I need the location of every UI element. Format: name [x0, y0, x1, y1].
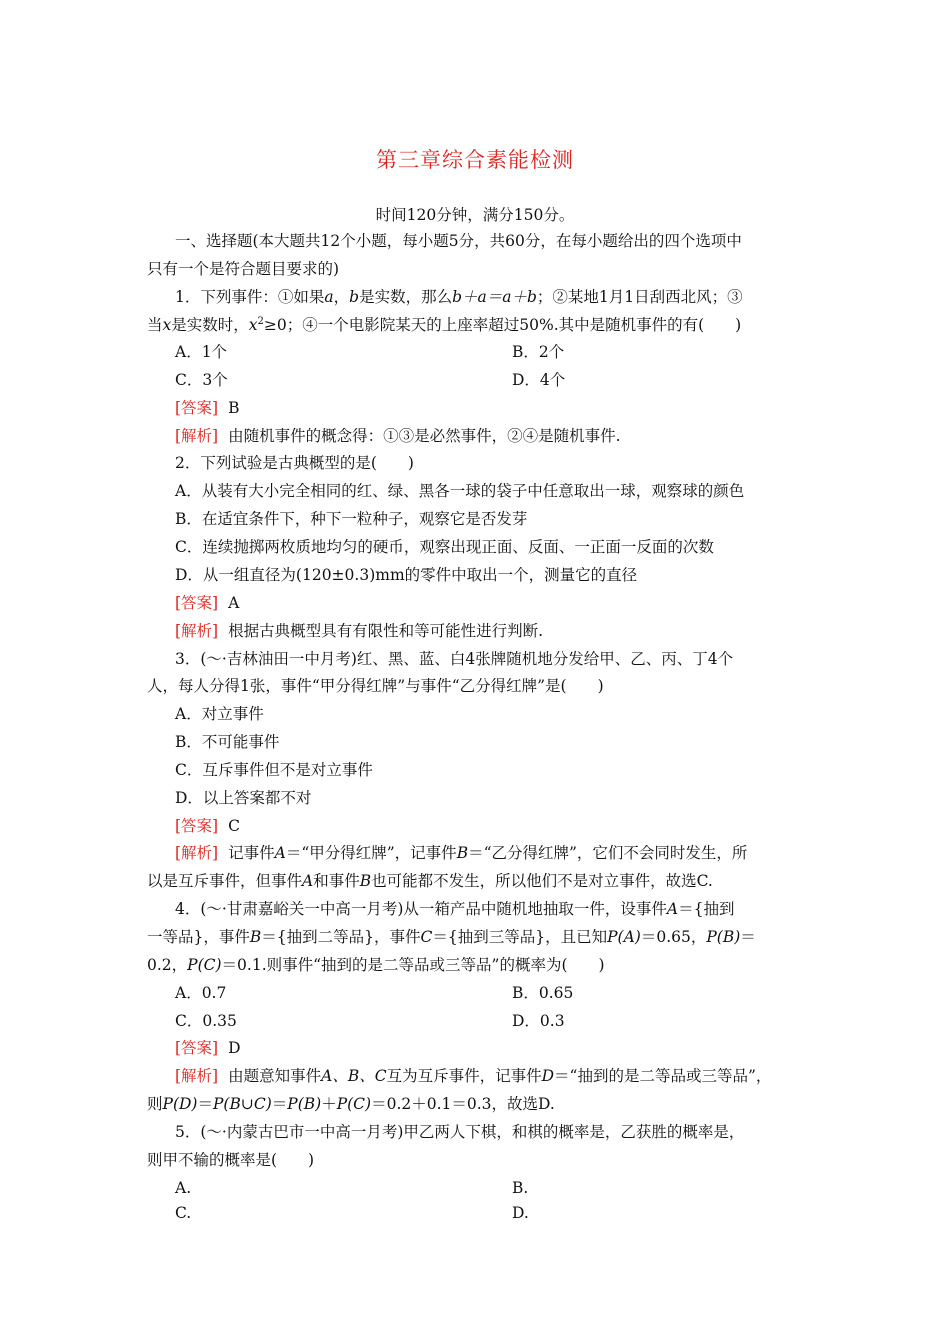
q1-stem-line1: 1．下列事件：①如果a，b是实数，那么b＋a＝a＋b；②某地1月1日刮西北风；③ — [175, 288, 743, 306]
q4-answer: [答案] D — [175, 1039, 241, 1057]
q3-stem-line2: 人，每人分得1张，事件“甲分得红牌”与事件“乙分得红牌”是( ) — [147, 677, 604, 695]
q1-option-a: A．1个 — [175, 343, 228, 361]
q3-option-b: B．不可能事件 — [175, 733, 280, 751]
q3-option-a: A．对立事件 — [175, 705, 264, 723]
q3-analysis-line2: 以是互斥事件，但事件A和事件B也可能都不发生，所以他们不是对立事件，故选C. — [147, 872, 713, 890]
q3-analysis-line1: [解析] 记事件A＝“甲分得红牌”，记事件B＝“乙分得红牌”，它们不会同时发生，所 — [175, 844, 748, 862]
section-heading: 一、选择题(本大题共12个小题，每小题5分，共60分，在每小题给出的四个选项中 — [175, 232, 742, 250]
q1-analysis: [解析] 由随机事件的概念得：①③是必然事件，②④是随机事件. — [175, 427, 621, 445]
section-heading-cont: 只有一个是符合题目要求的) — [147, 260, 340, 278]
q1-answer: [答案] B — [175, 399, 240, 417]
q4-option-b: B．0.65 — [512, 984, 574, 1002]
q3-stem-line1: 3．(～·吉林油田一中月考)红、黑、蓝、白4张牌随机地分发给甲、乙、丙、丁4个 — [175, 650, 734, 668]
q2-stem: 2．下列试验是古典概型的是( ) — [175, 454, 414, 472]
q5-stem-line1: 5．(～·内蒙古巴市一中高一月考)甲乙两人下棋，和棋的概率是，乙获胜的概率是， — [175, 1123, 745, 1141]
q3-option-c: C．互斥事件但不是对立事件 — [175, 761, 373, 779]
q5-stem-line2: 则甲不输的概率是( ) — [147, 1151, 315, 1169]
exam-time-info: 时间120分钟，满分150分。 — [375, 206, 575, 224]
q2-option-a: A．从装有大小完全相同的红、绿、黑各一球的袋子中任意取出一球，观察球的颜色 — [175, 482, 745, 500]
q3-answer: [答案] C — [175, 817, 240, 835]
q2-option-d: D．从一组直径为(120±0.3)mm的零件中取出一个，测量它的直径 — [175, 566, 638, 584]
q2-option-b: B．在适宜条件下，种下一粒种子，观察它是否发芽 — [175, 510, 528, 528]
q4-stem-line3: 0.2，P(C)＝0.1.则事件“抽到的是二等品或三等品”的概率为( ) — [147, 956, 605, 974]
q1-option-d: D．4个 — [512, 371, 566, 389]
q4-analysis-line2: 则P(D)＝P(B∪C)＝P(B)＋P(C)＝0.2＋0.1＝0.3，故选D. — [147, 1095, 555, 1113]
q4-option-c: C．0.35 — [175, 1012, 237, 1030]
q2-answer: [答案] A — [175, 594, 240, 612]
q4-option-d: D．0.3 — [512, 1012, 565, 1030]
q5-option-a: A. — [175, 1179, 192, 1197]
q1-stem-line2: 当x是实数时，$x^2\ge 0$；④一个电影院某天的上座率超过50%.其中是随机事件的有( ) — [147, 316, 742, 334]
page-title: 第三章综合素能检测 — [376, 148, 574, 172]
q5-option-b: B. — [512, 1179, 529, 1197]
q2-analysis: [解析] 根据古典概型具有有限性和等可能性进行判断. — [175, 622, 544, 640]
q2-option-c: C．连续抛掷两枚质地均匀的硬币，观察出现正面、反面、一正面一反面的次数 — [175, 538, 714, 556]
q4-stem-line2: 一等品}，事件B＝{抽到二等品}，事件C＝{抽到三等品}，且已知P(A)＝0.65，P(B)＝ — [147, 928, 756, 946]
q4-option-a: A．0.7 — [175, 984, 227, 1002]
q4-analysis-line1: [解析] 由题意知事件A、B、C互为互斥事件，记事件D＝“抽到的是二等品或三等品”， — [175, 1067, 772, 1085]
q4-stem-line1: 4．(～·甘肃嘉峪关一中高一月考)从一箱产品中随机地抽取一件，设事件A＝{抽到 — [175, 900, 735, 918]
q5-option-c: C. — [175, 1204, 192, 1222]
q3-option-d: D．以上答案都不对 — [175, 789, 312, 807]
q1-option-b: B．2个 — [512, 343, 565, 361]
q1-option-c: C．3个 — [175, 371, 228, 389]
q5-option-d: D. — [512, 1204, 529, 1222]
